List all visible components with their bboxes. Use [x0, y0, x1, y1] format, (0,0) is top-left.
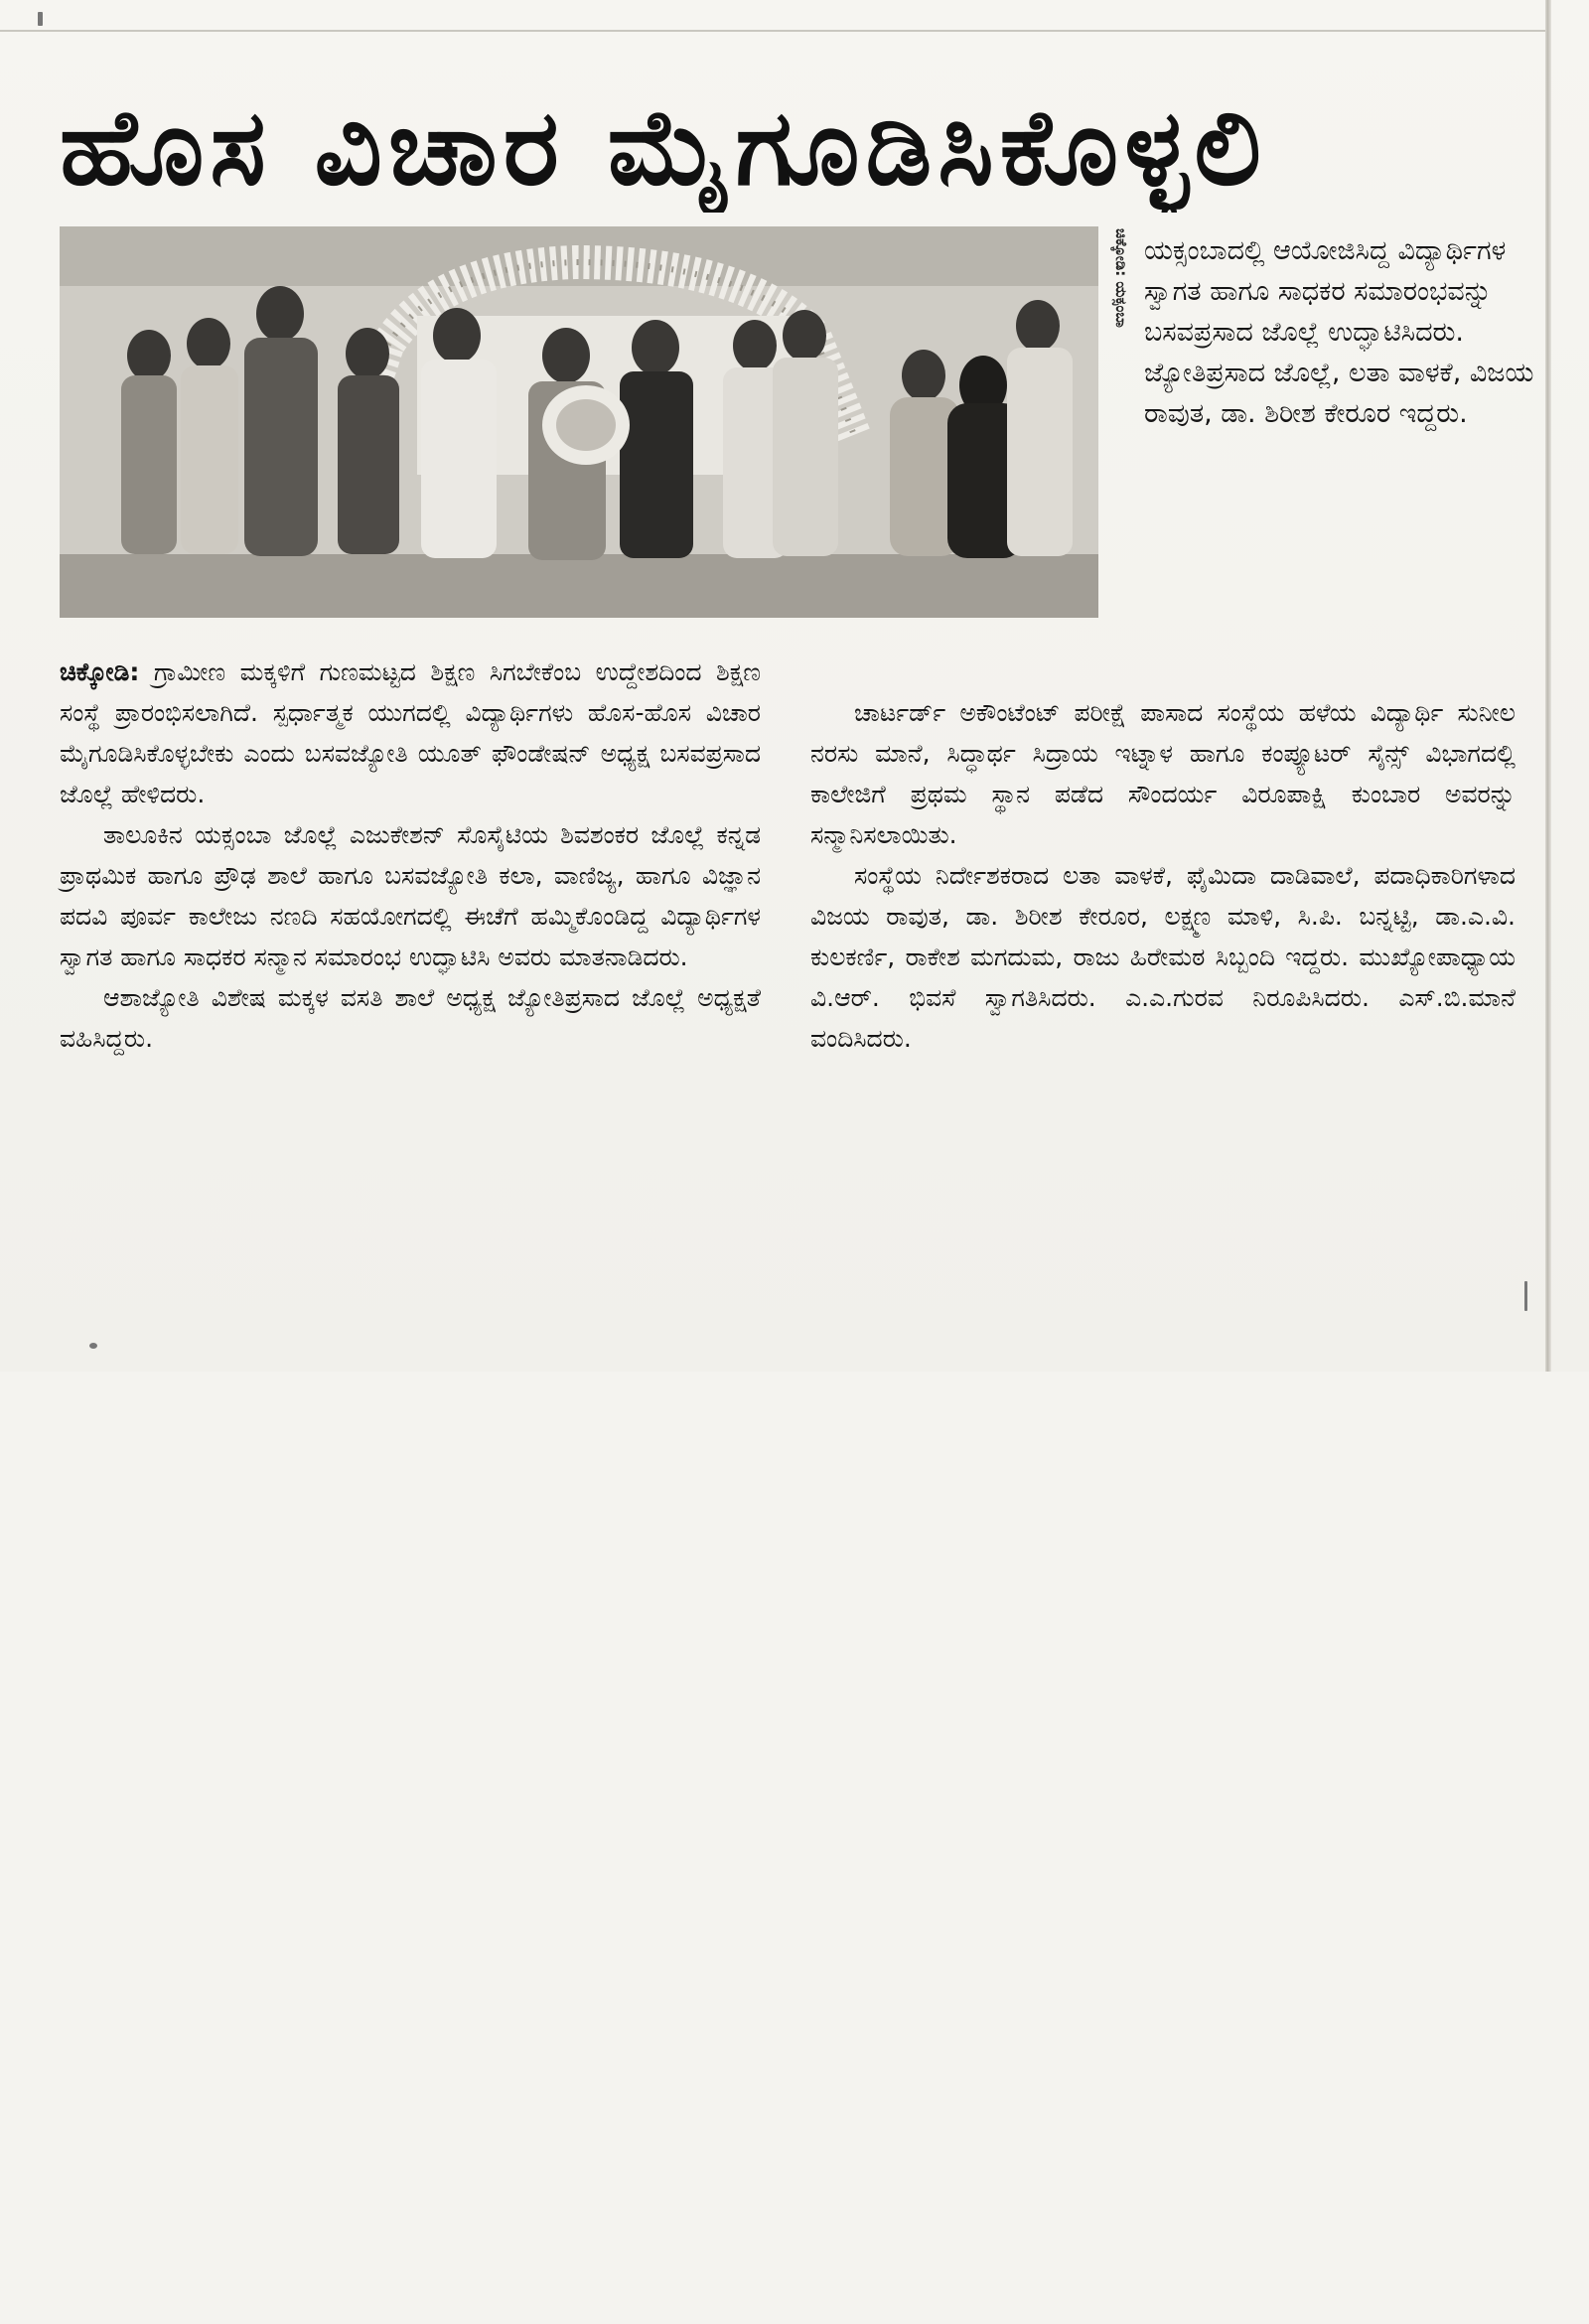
caption-line: ಯಕ್ಸಂಬಾದಲ್ಲಿ ಆಯೋಜಿಸಿದ್ದ ವಿದ್ಯಾರ್ಥಿಗಳ ಸ್ವಾಗತ ಹಾಗೂ ಸಾಧಕರ ಸಮಾರಂಭವನ್ನು ಬಸವಪ್ರಸಾದ ಜೊಲ್ಲೆ ಉದ್ಘಾಟಿಸಿದರು. — [1144, 235, 1507, 348]
article-column-right — [810, 652, 1516, 1287]
scan-speck — [38, 12, 43, 26]
article-column-left — [60, 652, 761, 1287]
article-paragraph: ಆಶಾಜ್ಯೋತಿ ವಿಶೇಷ ಮಕ್ಕಳ ವಸತಿ ಶಾಲೆ ಅಧ್ಯಕ್ಷ ಜ್ಯೋತಿಪ್ರಸಾದ ಜೊಲ್ಲೆ ಅಧ್ಯಕ್ಷತೆ ವಹಿಸಿದ್ದರು. — [60, 983, 761, 1053]
scan-speck — [1524, 1281, 1527, 1311]
scan-speck — [89, 1343, 97, 1349]
photo-caption — [1144, 230, 1541, 628]
article-paragraph: ತಾಲೂಕಿನ ಯಕ್ಸಂಬಾ ಜೊಲ್ಲೆ ಎಜುಕೇಶನ್ ಸೊಸೈಟಿಯ ಶಿವಶಂಕರ ಜೊಲ್ಲೆ ಕನ್ನಡ ಪ್ರಾಥಮಿಕ ಹಾಗೂ ಪ್ರೌಢ ಶಾಲೆ ಹಾಗೂ ಬಸವಜ್ಯೋತಿ ಕಲಾ, ವಾಣಿಜ್ಯ, ಹಾಗೂ ವಿಜ್ಞಾನ ಪದವಿ ಪೂರ್ವ ಕಾಲೇಜು ನಣದಿ ಸಹಯೋಗದಲ್ಲಿ ಈಚೆಗೆ ಹಮ್ಮಿಕೊಂಡಿದ್ದ ವಿದ್ಯಾರ್ಥಿಗಳ ಸ್ವಾಗತ ಹಾಗೂ ಸಾಧಕರ ಸನ್ಮಾನ ಸಮಾರಂಭ ಉದ್ಘಾಟಿಸಿ ಅವರು ಮಾತನಾಡಿದರು. — [60, 820, 761, 971]
article-paragraph — [60, 652, 761, 814]
dateline: ಚಿಕ್ಕೋಡಿ: — [60, 657, 140, 686]
headline: ಹೊಸ ವಿಚಾರ ಮೈಗೂಡಿಸಿಕೊಳ್ಳಲಿ — [60, 86, 1267, 209]
article-column-right — [810, 1688, 1516, 2324]
page-edge-shadow — [1545, 0, 1551, 1372]
article-paragraph: ಚಾರ್ಟರ್ಡ್ ಅಕೌಂಟೆಂಟ್ ಪರೀಕ್ಷೆ ಪಾಸಾದ ಸಂಸ್ಥೆಯ ಹಳೆಯ ವಿದ್ಯಾರ್ಥಿ ಸುನೀಲ ನರಸು ಮಾನೆ, ಸಿದ್ಧಾರ್ಥ ಸಿದ್ರಾಯ ಇಟ್ನಾಳ ಹಾಗೂ ಕಂಪ್ಯೂಟರ್ ಸೈನ್ಸ್ ವಿಭಾಗದಲ್ಲಿ ಕಾಲೇಜಿಗೆ ಪ್ರಥಮ ಸ್ಥಾನ ಪಡೆದ ಸೌಂದರ್ಯ ವಿರೂಪಾಕ್ಷಿ ಕುಂಬಾರ ಅವರನ್ನು ಸನ್ಮಾನಿಸಲಾಯಿತು. — [810, 698, 1516, 849]
photo-credit: ಚಿಕ್ಕೋಡಿ: ಯಕ್ಸಂಬಾ — [1112, 228, 1130, 328]
article-paragraph: ಸಂಸ್ಥೆಯ ನಿರ್ದೇಶಕರಾದ ಲತಾ ವಾಳಕೆ, ಫೈಮಿದಾ ದಾಡಿವಾಲೆ, ಪದಾಧಿಕಾರಿಗಳಾದ ವಿಜಯ ರಾವುತ, ಡಾ. ಶಿರೀಶ ಕೇರೂರ, ಲಕ್ಷ್ಮಣ ಮಾಳಿ, ಸಿ.ಪಿ. ಬನ್ನಟ್ಟಿ, ಡಾ.ಎ.ವಿ. ಕುಲಕರ್ಣಿ, ರಾಕೇಶ ಮಗದುಮ, ರಾಜು ಹಿರೇಮಠ ಸಿಬ್ಬಂದಿ ಇದ್ದರು. ಮುಖ್ಯೋಪಾಧ್ಯಾಯ ವಿ.ಆರ್. ಭಿವಸೆ ಸ್ವಾಗತಿಸಿದರು. ಎ.ಎ.ಗುರವ ನಿರೂಪಿಸಿದರು. ಎಸ್.ಬಿ.ಮಾನೆ ವಂದಿಸಿದರು. — [810, 861, 1516, 1053]
event-photo — [60, 226, 1098, 618]
caption-line: ಜ್ಯೋತಿಪ್ರಸಾದ ಜೊಲ್ಲೆ, ಲತಾ ವಾಳಕೆ, ವಿಜಯ ರಾವುತ, ಡಾ. ಶಿರೀಶ ಕೇರೂರ ಇದ್ದರು. — [1144, 358, 1534, 429]
paragraph-text: ಗ್ರಾಮೀಣ ಮಕ್ಕಳಿಗೆ ಗುಣಮಟ್ಟದ ಶಿಕ್ಷಣ ಸಿಗಬೇಕೆಂಬ ಉದ್ದೇಶದಿಂದ ಶಿಕ್ಷಣ ಸಂಸ್ಥೆ ಪ್ರಾರಂಭಿಸಲಾಗಿದೆ. ಸ್ಪರ್ಧಾತ್ಮಕ ಯುಗದಲ್ಲಿ ವಿದ್ಯಾರ್ಥಿಗಳು ಹೊಸ-ಹೊಸ ವಿಚಾರ ಮೈಗೂಡಿಸಿಕೊಳ್ಳಬೇಕು ಎಂದು ಬಸವಜ್ಯೋತಿ ಯೂತ್ ಫೌಂಡೇಷನ್ ಅಧ್ಯಕ್ಷ ಬಸವಪ್ರಸಾದ ಜೊಲ್ಲೆ ಹೇಳಿದರು. — [60, 657, 761, 808]
top-rule — [0, 30, 1545, 32]
event-photo-illustration — [60, 226, 1098, 618]
